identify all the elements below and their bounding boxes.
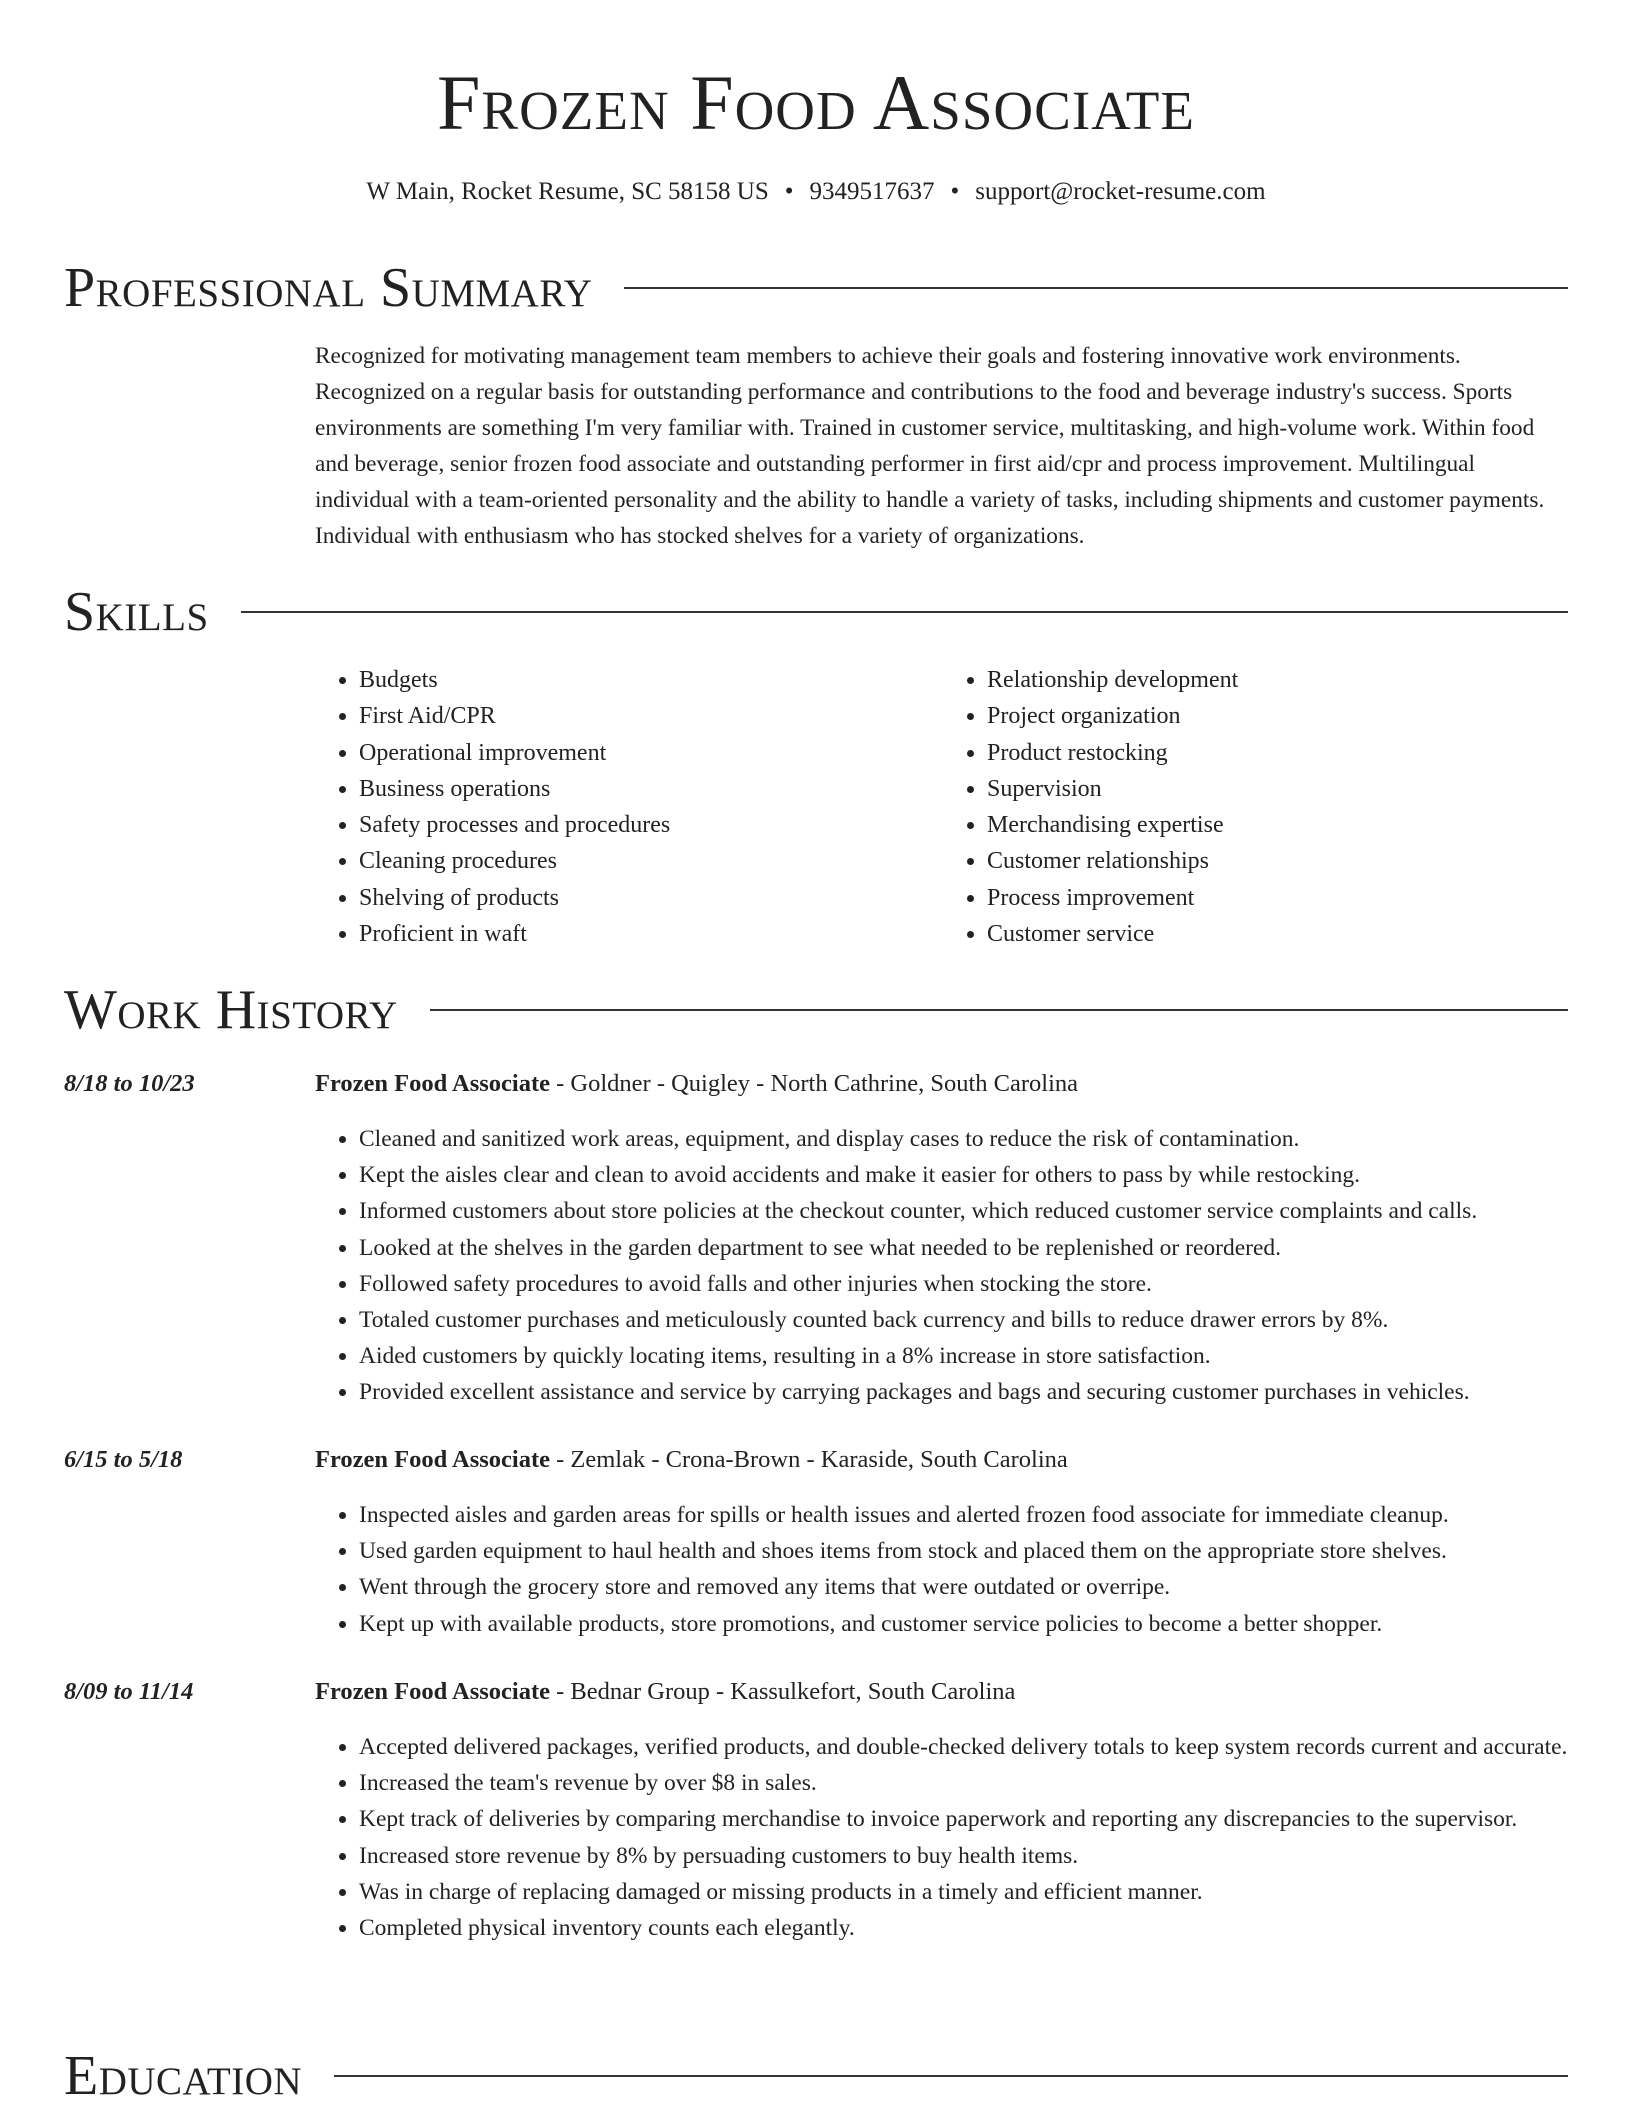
skills-column-left	[315, 662, 943, 952]
summary-text: Recognized for motivating management team members to achieve their goals and fostering innovative work environments. Recognized on a regular basis for outstanding performance and contributions to the food and beverage industry's success. Sports environments are something I'm very familiar with. Trained in customer service, multitasking, and high-volume work. Within food and beverage, senior frozen food associate and outstanding performer in first aid/cpr and process improvement. Multilingual individual with a team-oriented personality and the ability to handle a variety of tasks, including shipments and customer payments. Individual with enthusiasm who has stocked shelves for a variety of organizations.	[315, 343, 1545, 549]
job-duties	[315, 1121, 1571, 1411]
job-duty: • Accepted delivered packages, verified products, and double-checked delivery totals to keep system records current and accurate.	[359, 1729, 1571, 1765]
job-duty: • Kept the aisles clear and clean to avoid accidents and make it easier for others to pass by while restocking.	[359, 1157, 1571, 1193]
skill-item: • Project organization	[987, 698, 1571, 734]
skill-item: • Proficient in waft	[359, 916, 943, 952]
job-employer-location: - Bednar Group - Kassulkefort, South Carolina	[550, 1678, 1016, 1705]
work-history-section-header	[64, 980, 1568, 1040]
job-duty: • Cleaned and sanitized work areas, equipment, and display cases to reduce the risk of contamination.	[359, 1121, 1571, 1157]
job-duties	[315, 1497, 1571, 1642]
job-employer-location: - Goldner - Quigley - North Cathrine, South Carolina	[550, 1070, 1079, 1097]
job-duty: • Completed physical inventory counts each elegantly.	[359, 1910, 1571, 1946]
job-employer-location: - Zemlak - Crona-Brown - Karaside, South Carolina	[550, 1446, 1068, 1473]
skill-item: • Supervision	[987, 771, 1571, 807]
summary-section-header	[64, 258, 1568, 318]
contact-line	[0, 174, 1632, 210]
job-duty: • Kept track of deliveries by comparing merchandise to invoice paperwork and reporting any discrepancies to the supervisor.	[359, 1801, 1571, 1837]
skill-item: • Product restocking	[987, 735, 1571, 771]
skill-item: • Relationship development	[987, 662, 1571, 698]
education-heading: Education	[64, 2045, 303, 2107]
skills-section-header	[64, 582, 1568, 642]
job-dates: 8/09 to 11/14	[64, 1678, 194, 1705]
contact-separator: •	[784, 178, 794, 205]
section-divider	[241, 611, 1568, 613]
education-section-header	[64, 2046, 1568, 2106]
section-divider	[624, 287, 1568, 289]
skills-list	[315, 662, 1571, 952]
job-heading	[315, 1674, 1015, 1710]
job-duty: • Followed safety procedures to avoid falls and other injuries when stocking the store.	[359, 1266, 1571, 1302]
job-duty: • Inspected aisles and garden areas for spills or health issues and alerted frozen food associate for immediate cleanup.	[359, 1497, 1571, 1533]
contact-email: support@rocket-resume.com	[975, 178, 1266, 205]
skills-heading: Skills	[64, 581, 209, 643]
skill-item: • Process improvement	[987, 880, 1571, 916]
skill-item: • First Aid/CPR	[359, 698, 943, 734]
job-duties	[315, 1729, 1571, 1946]
job-heading	[315, 1442, 1068, 1478]
candidate-name: Frozen Food Associate	[437, 59, 1195, 146]
job-duty: • Provided excellent assistance and service by carrying packages and bags and securing customer purchases in vehicles.	[359, 1374, 1571, 1410]
skills-column-right	[943, 662, 1571, 952]
job-duty: • Aided customers by quickly locating items, resulting in a 8% increase in store satisfaction.	[359, 1338, 1571, 1374]
skill-item: • Customer service	[987, 916, 1571, 952]
skill-item: • Business operations	[359, 771, 943, 807]
skill-item: • Shelving of products	[359, 880, 943, 916]
skill-item: • Customer relationships	[987, 843, 1571, 879]
skill-item: • Budgets	[359, 662, 943, 698]
job-duty: • Kept up with available products, store promotions, and customer service policies to become a better shopper.	[359, 1606, 1571, 1642]
job-duty: • Went through the grocery store and removed any items that were outdated or overripe.	[359, 1569, 1571, 1605]
job-dates: 8/18 to 10/23	[64, 1070, 195, 1097]
job-heading	[315, 1066, 1078, 1102]
work-history-heading: Work History	[64, 979, 398, 1041]
job-duty: • Was in charge of replacing damaged or missing products in a timely and efficient manner.	[359, 1874, 1571, 1910]
skill-item: • Cleaning procedures	[359, 843, 943, 879]
job-duty: • Increased store revenue by 8% by persuading customers to buy health items.	[359, 1838, 1571, 1874]
job-title: Frozen Food Associate	[315, 1446, 550, 1473]
summary-heading: Professional Summary	[64, 257, 593, 319]
section-divider	[430, 1009, 1568, 1011]
section-divider	[334, 2075, 1568, 2077]
job-title: Frozen Food Associate	[315, 1070, 550, 1097]
job-duty: • Totaled customer purchases and meticulously counted back currency and bills to reduce drawer errors by 8%.	[359, 1302, 1571, 1338]
skill-item: • Safety processes and procedures	[359, 807, 943, 843]
job-title: Frozen Food Associate	[315, 1678, 550, 1705]
contact-address: W Main, Rocket Resume, SC 58158 US	[366, 178, 769, 205]
job-duty: • Increased the team's revenue by over $8 in sales.	[359, 1765, 1571, 1801]
skill-item: • Merchandising expertise	[987, 807, 1571, 843]
job-dates: 6/15 to 5/18	[64, 1446, 183, 1473]
skill-item: • Operational improvement	[359, 735, 943, 771]
job-duty: • Looked at the shelves in the garden department to see what needed to be replenished or reordered.	[359, 1230, 1571, 1266]
contact-separator: •	[950, 178, 960, 205]
contact-phone: 9349517637	[809, 178, 935, 205]
job-duty: • Informed customers about store policies at the checkout counter, which reduced customer service complaints and calls.	[359, 1193, 1571, 1229]
job-duty: • Used garden equipment to haul health and shoes items from stock and placed them on the appropriate store shelves.	[359, 1533, 1571, 1569]
